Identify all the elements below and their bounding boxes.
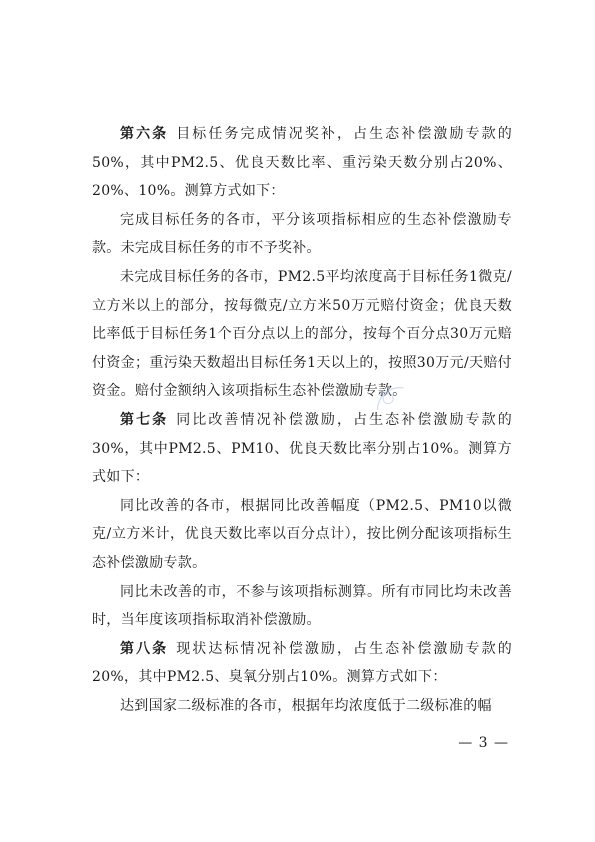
- article-6-clause-complete-text: 完成目标任务的各市，平分该项指标相应的生态补偿激励专款。未完成目标任务的市不予奖补。: [92, 211, 512, 257]
- article-8-clause-standard-text: 达到国家二级标准的各市，根据年均浓度低于二级标准的幅: [120, 697, 492, 714]
- article-7: [92, 406, 512, 492]
- article-6-heading: 第六条: [120, 126, 169, 142]
- document-body: [92, 120, 512, 720]
- article-6-clause-incomplete-text: 未完成目标任务的各市，PM2.5平均浓度高于目标任务1微克/立方米以上的部分，按每微克/立方米50万元赔付资金；优良天数比率低于目标任务1个百分点以上的部分，按每个百分点30万元赔付资金；重污染天数超出目标任务1天以上的，按照30万元/天赔付资金。赔付金额纳入该项指标生态补偿激励专款。: [92, 268, 512, 400]
- article-7-clause-not-improved: [92, 578, 512, 635]
- article-7-clause-improved: [92, 492, 512, 578]
- page-number: — 3 —: [458, 735, 509, 751]
- article-6: [92, 120, 512, 206]
- article-8: [92, 635, 512, 692]
- article-8-heading: 第八条: [120, 640, 169, 657]
- article-6-clause-incomplete: [92, 263, 512, 406]
- article-6-clause-complete: [92, 206, 512, 263]
- article-7-clause-not-improved-text: 同比未改善的市，不参与该项指标测算。所有市同比均未改善时，当年度该项指标取消补偿激励。: [92, 583, 512, 629]
- article-8-clause-standard: [92, 692, 512, 721]
- article-7-heading: 第七条: [120, 411, 169, 428]
- article-6-text: 目标任务完成情况奖补，占生态补偿激励专款的50%，其中PM2.5、优良天数比率、重污染天数分别占20%、20%、10%。测算方式如下：: [92, 126, 512, 200]
- article-8-text: 现状达标情况补偿激励，占生态补偿激励专款的20%，其中PM2.5、臭氧分别占10%。测算方式如下：: [92, 640, 512, 686]
- article-7-clause-improved-text: 同比改善的各市，根据同比改善幅度（PM2.5、PM10以微克/立方米计，优良天数比率以百分点计），按比例分配该项指标生态补偿激励专款。: [92, 497, 512, 571]
- article-7-text: 同比改善情况补偿激励，占生态补偿激励专款的30%，其中PM2.5、PM10、优良天数比率分别占10%。测算方式如下：: [92, 411, 512, 486]
